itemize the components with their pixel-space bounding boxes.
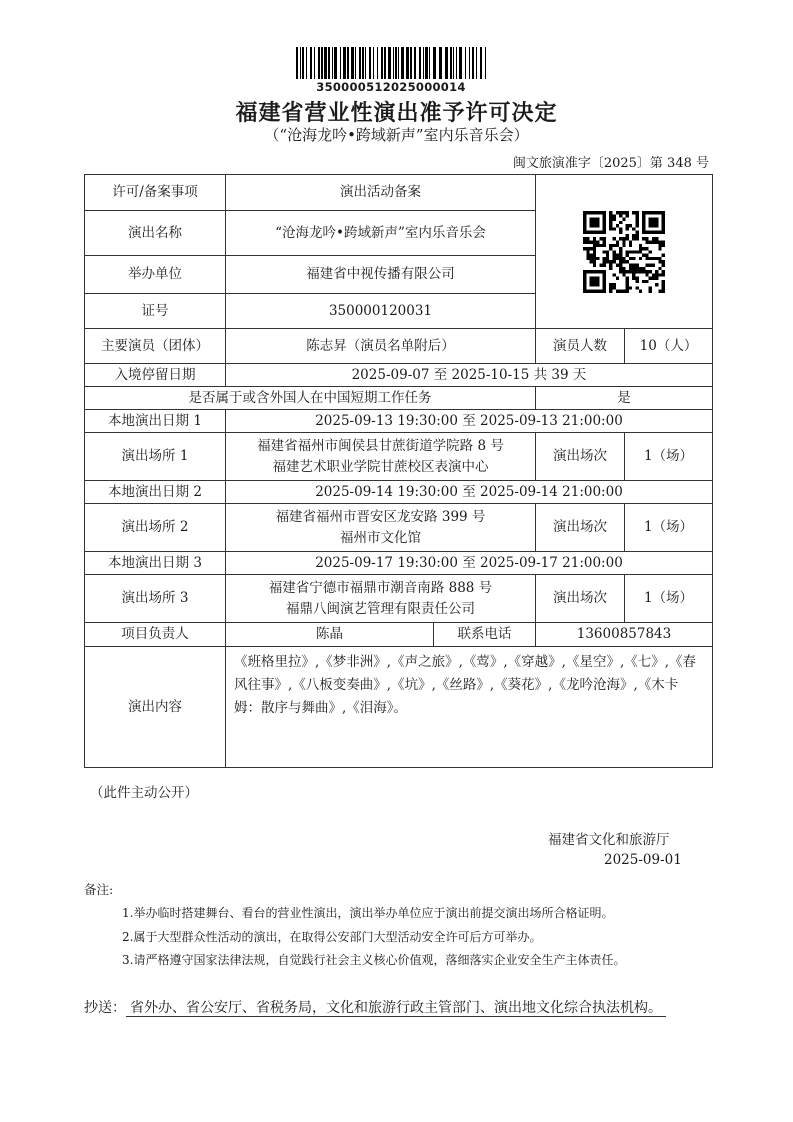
table-row — [85, 410, 713, 433]
sessions-label: 演出场次 — [536, 504, 625, 552]
note-item: 3.请严格遵守国家法律法规，自觉践行社会主义核心价值观，落细落实企业安全生产主体责任。 — [122, 953, 626, 967]
cert-value: 350000120031 — [226, 294, 536, 329]
table-row — [85, 623, 713, 647]
stay-period-value: 2025-09-07 至 2025-10-15 共 39 天 — [226, 364, 713, 387]
venue-name: 福建艺术职业学院甘蔗校区表演中心 — [272, 458, 489, 475]
sessions-label: 演出场次 — [536, 575, 625, 623]
issuer-name: 福建省文化和旅游厅 — [548, 832, 670, 848]
cc-label: 抄送： — [84, 1000, 126, 1016]
table-row — [85, 329, 713, 364]
content-label: 演出内容 — [85, 647, 226, 768]
organizer-label: 举办单位 — [85, 256, 226, 294]
performer-count-value: 10（人） — [625, 329, 713, 364]
performance-date-label: 本地演出日期 1 — [85, 410, 226, 433]
cc-recipients: 省外办、省公安厅、省税务局，文化和旅游行政主管部门、演出地文化综合执法机构。 — [126, 1000, 666, 1017]
note-item: 1.举办临时搭建舞台、看台的营业性演出，演出举办单位应于演出前提交演出场所合格证明。 — [122, 906, 614, 920]
license-type-value: 演出活动备案 — [226, 175, 536, 211]
sessions-label: 演出场次 — [536, 433, 625, 481]
phone-label: 联系电话 — [434, 623, 536, 647]
table-row — [85, 552, 713, 575]
performance-date-label: 本地演出日期 2 — [85, 481, 226, 504]
foreign-work-value: 是 — [536, 387, 713, 410]
venue-value — [226, 504, 536, 552]
barcode-number: 350000512025000014 — [316, 80, 466, 94]
venue-address: 福建省福州市闽侯县甘蔗街道学院路 8 号 — [257, 437, 504, 454]
document-title: 福建省营业性演出准予许可决定 — [235, 101, 558, 126]
venue-address: 福建省宁德市福鼎市潮音南路 888 号 — [268, 579, 493, 596]
stay-period-label: 入境停留日期 — [85, 364, 226, 387]
sessions-value: 1（场） — [625, 433, 713, 481]
manager-label: 项目负责人 — [85, 623, 226, 647]
performance-date-label: 本地演出日期 3 — [85, 552, 226, 575]
note-item: 2.属于大型群众性活动的演出，在取得公安部门大型活动安全许可后方可举办。 — [122, 930, 542, 944]
main-performer-label: 主要演员（团体） — [85, 329, 226, 364]
performance-date-value: 2025-09-17 19:30:00 至 2025-09-17 21:00:00 — [226, 552, 713, 575]
table-row — [85, 433, 713, 481]
qr-code-image — [583, 211, 665, 293]
sessions-value: 1（场） — [625, 575, 713, 623]
performance-date-value: 2025-09-14 19:30:00 至 2025-09-14 21:00:00 — [226, 481, 713, 504]
document-subtitle: （“沧海龙吟•跨域新声”室内乐音乐会） — [264, 126, 529, 144]
issue-date: 2025-09-01 — [604, 852, 682, 868]
venue-label: 演出场所 1 — [85, 433, 226, 481]
table-row — [85, 364, 713, 387]
main-performer-value: 陈志昇（演员名单附后） — [226, 329, 536, 364]
permit-table — [84, 174, 713, 768]
venue-value — [226, 433, 536, 481]
sessions-value: 1（场） — [625, 504, 713, 552]
venue-label: 演出场所 2 — [85, 504, 226, 552]
venue-name: 福鼎八闽演艺管理有限责任公司 — [286, 600, 475, 617]
show-name-label: 演出名称 — [85, 211, 226, 256]
table-row — [85, 175, 713, 211]
venue-label: 演出场所 3 — [85, 575, 226, 623]
license-type-label: 许可/备案事项 — [85, 175, 226, 211]
document-number: 闽文旅演准字〔2025〕第 348 号 — [512, 156, 709, 171]
venue-name: 福州市文化馆 — [340, 529, 421, 546]
performance-date-value: 2025-09-13 19:30:00 至 2025-09-13 21:00:00 — [226, 410, 713, 433]
foreign-work-label: 是否属于或含外国人在中国短期工作任务 — [85, 387, 536, 410]
qr-code-cell — [536, 175, 713, 329]
venue-address: 福建省福州市晋安区龙安路 399 号 — [275, 508, 486, 525]
show-name-value: “沧海龙吟•跨域新声”室内乐音乐会 — [226, 211, 536, 256]
table-row — [85, 647, 713, 768]
performer-count-label: 演员人数 — [536, 329, 625, 364]
manager-value: 陈晶 — [226, 623, 434, 647]
phone-value: 13600857843 — [536, 623, 713, 647]
table-row — [85, 504, 713, 552]
notes-label: 备注: — [84, 882, 114, 897]
barcode-image — [296, 47, 486, 79]
table-row — [85, 481, 713, 504]
public-note: （此件主动公开） — [90, 785, 198, 801]
venue-value — [226, 575, 536, 623]
content-value: 《班格里拉》,《梦非洲》,《声之旅》,《莺》,《穿越》,《星空》,《七》,《春风往事》,《八板变奏曲》,《坑》,《丝路》,《葵花》,《龙吟沧海》,《木卡姆：散序与舞曲》,《泪海》。 — [226, 647, 713, 768]
organizer-value: 福建省中视传播有限公司 — [226, 256, 536, 294]
cc-section — [84, 996, 714, 1020]
table-row — [85, 387, 713, 410]
cert-label: 证号 — [85, 294, 226, 329]
table-row — [85, 575, 713, 623]
